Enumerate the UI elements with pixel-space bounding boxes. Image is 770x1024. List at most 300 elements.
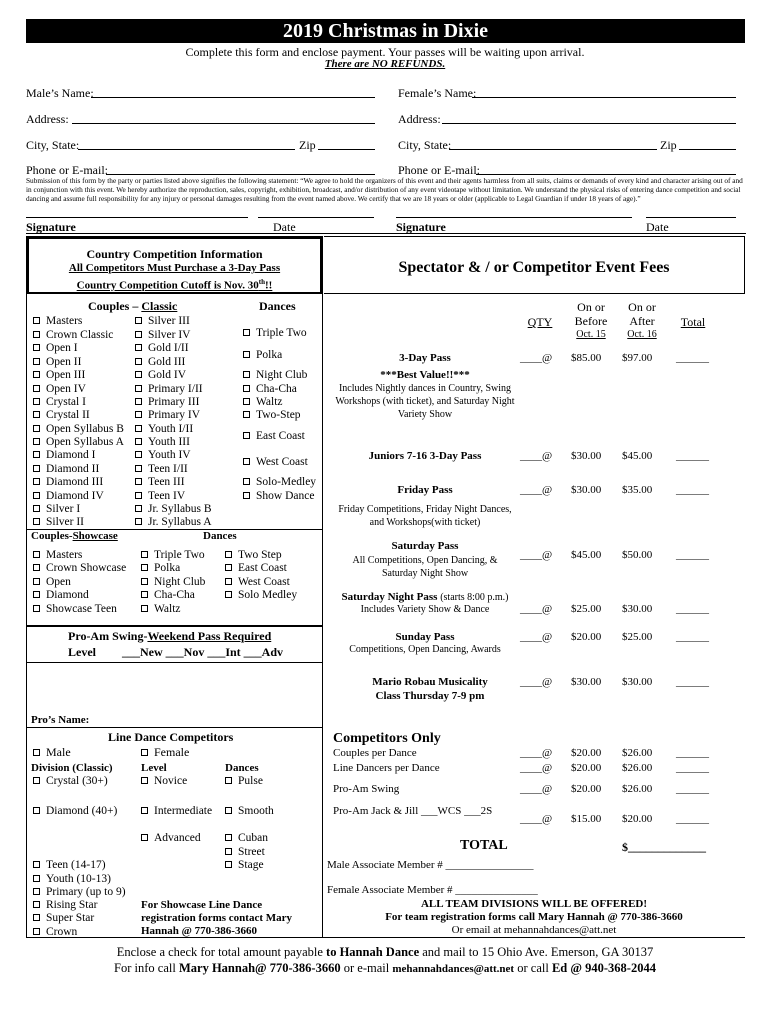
total-value-field[interactable]: $_____________ <box>622 840 706 854</box>
checkbox[interactable] <box>225 591 232 598</box>
fee-saturday-desc: All Competitions, Open Dancing, & Saturday Night Show <box>352 555 498 579</box>
checkbox[interactable] <box>243 411 250 418</box>
classic-division-option[interactable] <box>33 409 90 422</box>
male-date-field[interactable] <box>258 217 374 218</box>
comp-after-price: $26.00 <box>622 762 653 774</box>
checkbox[interactable] <box>141 578 148 585</box>
classic-dance-option[interactable] <box>243 476 316 489</box>
checkbox-label: Open Syllabus B <box>46 423 124 435</box>
checkbox[interactable] <box>33 518 40 525</box>
classic-division-option[interactable] <box>33 315 82 328</box>
checkbox[interactable] <box>33 888 40 895</box>
checkbox[interactable] <box>33 478 40 485</box>
fee-qty-field[interactable]: ____@ <box>520 484 553 496</box>
fee-juniors-name: Juniors 7-16 3-Day Pass <box>368 450 482 462</box>
proam-title: Pro-Am Swing-Weekend Pass Required <box>68 629 272 643</box>
checkbox[interactable] <box>141 564 148 571</box>
fee-total-field[interactable]: ______ <box>676 603 709 615</box>
classic-division-option[interactable] <box>33 490 104 503</box>
checkbox[interactable] <box>243 371 250 378</box>
male-phone-label: Phone or E-mail: <box>26 163 108 177</box>
checkbox-label: Cha-Cha <box>256 383 297 395</box>
classic-dance-option[interactable] <box>243 490 314 503</box>
checkbox[interactable] <box>33 505 40 512</box>
classic-division-option[interactable] <box>135 396 199 409</box>
fee-total-field[interactable]: ______ <box>676 676 709 688</box>
checkbox[interactable] <box>33 331 40 338</box>
male-date-label: Date <box>273 220 296 234</box>
checkbox-label: Primary III <box>148 396 200 408</box>
checkbox[interactable] <box>33 914 40 921</box>
classic-division-option[interactable] <box>135 436 190 449</box>
comp-qty-field[interactable]: ____@ <box>520 747 553 759</box>
line-dance-smooth[interactable]: Smooth <box>225 805 274 818</box>
showcase-division-option[interactable] <box>33 603 117 616</box>
showcase-dance-option[interactable] <box>225 576 290 589</box>
male-zip-field[interactable] <box>318 149 375 150</box>
checkbox[interactable] <box>33 385 40 392</box>
classic-division-option[interactable] <box>33 476 103 489</box>
couples-classic-dances-header: Dances <box>259 299 296 313</box>
classic-division-option[interactable] <box>135 383 203 396</box>
fee-mario-name: Mario Robau Musicality Class Thursday 7-9 pm <box>372 676 488 702</box>
checkbox[interactable] <box>243 492 250 499</box>
team-divisions-note: ALL TEAM DIVISIONS WILL BE OFFERED! <box>420 898 648 910</box>
competition-info-pass-note: All Competitors Must Purchase a 3-Day Pass <box>68 262 281 274</box>
checkbox[interactable] <box>33 411 40 418</box>
competition-info-title: Country Competition Information <box>86 247 263 261</box>
proam-level-label: Level <box>68 645 96 659</box>
classic-division-option[interactable] <box>33 369 85 382</box>
checkbox[interactable] <box>135 411 142 418</box>
fee-total-field[interactable]: ______ <box>676 352 709 364</box>
classic-division-option[interactable] <box>33 329 113 342</box>
showcase-division-option[interactable] <box>33 549 82 562</box>
classic-division-option[interactable] <box>135 409 200 422</box>
fee-total-field[interactable]: ______ <box>676 450 709 462</box>
male-phone-field[interactable] <box>106 174 375 175</box>
classic-dance-option[interactable] <box>243 409 301 422</box>
showcase-dance-option[interactable] <box>225 589 297 602</box>
classic-dance-option[interactable] <box>243 369 307 382</box>
checkbox[interactable] <box>33 749 40 756</box>
checkbox-label: Silver II <box>46 516 85 528</box>
checkbox[interactable] <box>225 777 232 784</box>
fee-total-field[interactable]: ______ <box>676 484 709 496</box>
line-dance-pulse[interactable]: Pulse <box>225 775 263 788</box>
classic-division-option[interactable] <box>33 449 96 462</box>
classic-division-option[interactable] <box>135 329 190 342</box>
checkbox[interactable] <box>225 807 232 814</box>
line-dance-cuban[interactable]: Cuban <box>225 832 268 845</box>
checkbox[interactable] <box>225 578 232 585</box>
checkbox[interactable] <box>135 344 142 351</box>
showcase-dance-option[interactable] <box>141 576 205 589</box>
checkbox-label: Crystal II <box>46 409 90 421</box>
checkbox[interactable] <box>135 465 142 472</box>
fee-after-price: $30.00 <box>622 603 653 615</box>
line-dance-male[interactable]: Male <box>33 746 71 759</box>
proam-divider <box>27 662 322 663</box>
female-address-field[interactable] <box>442 123 736 124</box>
classic-division-option[interactable] <box>33 383 86 396</box>
classic-dance-option[interactable] <box>243 327 307 340</box>
checkbox-label: Teen III <box>148 476 185 488</box>
checkbox[interactable] <box>135 358 142 365</box>
male-name-label: Male’s Name: <box>26 86 94 100</box>
waiver-text: Submission of this form by the party or parties listed above signifies the following statement: “We agree to hold the organizers of this event and their agents harmless from all suits, claims or demands of every kind and character arising out of and in conjunction with this event. We hereby authorize the reproduction, sales, copyright, exhibition, broadcast, and/or distribution of any event videotape without limitation. We understand the physical risks of entering dance competition and social dancing and assume full responsibility for any injury or personal damages resulting from the event named above. We certify that we are 18 years or older (applicable to Legal Guardian if under 18 years of age).” <box>26 176 743 203</box>
line-dance-stage[interactable]: Stage <box>225 859 264 872</box>
checkbox[interactable] <box>33 371 40 378</box>
comp-qty-field[interactable]: ____@ <box>520 813 553 825</box>
on-or-before-header: On or Before <box>574 300 608 328</box>
checkbox[interactable] <box>33 564 40 571</box>
proam-level-options[interactable]: ___New ___Nov ___Int ___Adv <box>122 645 284 659</box>
checkbox-label: Crown Showcase <box>46 562 127 574</box>
checkbox[interactable] <box>141 807 148 814</box>
line-dance-crystal[interactable]: Crystal (30+) <box>33 775 108 788</box>
classic-dance-option[interactable] <box>243 456 308 469</box>
female-date-field[interactable] <box>646 217 736 218</box>
classic-division-option[interactable] <box>135 490 185 503</box>
checkbox-label: Youth IV <box>148 449 191 461</box>
classic-dance-option[interactable] <box>243 349 282 362</box>
showcase-dance-option[interactable] <box>225 549 282 562</box>
fee-saturday-night-desc: Includes Variety Show & Dance <box>360 604 490 615</box>
male-zip-label: Zip <box>299 138 316 152</box>
fee-after-price: $45.00 <box>622 450 653 462</box>
checkbox[interactable] <box>141 591 148 598</box>
classic-division-option[interactable] <box>135 423 193 436</box>
checkbox[interactable] <box>33 861 40 868</box>
female-zip-field[interactable] <box>679 149 736 150</box>
fee-qty-field[interactable]: ____@ <box>520 631 553 643</box>
line-dance-youth-option[interactable] <box>33 859 106 872</box>
classic-division-option[interactable] <box>33 503 80 516</box>
fees-bottom-line <box>323 937 745 938</box>
checkbox-label: Solo-Medley <box>256 476 317 488</box>
checkbox-label: Rising Star <box>46 899 98 911</box>
comp-line-name: Line Dancers per Dance <box>333 762 440 774</box>
checkbox-label: Polka <box>154 562 181 574</box>
footer-line-2: For info call Mary Hannah@ 770-386-3660 or e-mail mehannahdances@att.net or call Ed @ 940-368-2044 <box>114 961 656 975</box>
comp-total-field[interactable]: ______ <box>676 762 709 774</box>
fee-friday-name: Friday Pass <box>397 484 453 496</box>
checkbox-label: Triple Two <box>256 327 307 339</box>
female-phone-field[interactable] <box>476 174 736 175</box>
line-dance-title: Line Dance Competitors <box>108 730 234 744</box>
female-associate-field[interactable]: Female Associate Member # _______________ <box>327 884 538 896</box>
showcase-division-option[interactable] <box>33 589 89 602</box>
comp-total-field[interactable]: ______ <box>676 783 709 795</box>
checkbox-label: Diamond II <box>46 463 100 475</box>
fee-qty-field[interactable]: ____@ <box>520 603 553 615</box>
checkbox[interactable] <box>225 834 232 841</box>
checkbox[interactable] <box>33 777 40 784</box>
female-city-field[interactable] <box>449 149 657 150</box>
female-name-field[interactable] <box>472 97 736 98</box>
checkbox[interactable] <box>33 901 40 908</box>
checkbox[interactable] <box>33 875 40 882</box>
checkbox-label: Youth (10-13) <box>46 873 111 885</box>
checkbox-label: Teen IV <box>148 490 186 502</box>
classic-division-option[interactable] <box>33 356 81 369</box>
competition-cutoff-note: Country Competition Cutoff is Nov. 30th!! <box>76 278 273 292</box>
checkbox[interactable] <box>33 398 40 405</box>
comp-after-price: $26.00 <box>622 783 653 795</box>
comp-total-field[interactable]: ______ <box>676 747 709 759</box>
checkbox[interactable] <box>135 331 142 338</box>
fee-3day-desc2: Includes Nightly dances in Country, Swing Workshops (with ticket), and Saturday Night Variety Show <box>335 383 515 420</box>
fee-after-price: $25.00 <box>622 631 653 643</box>
comp-after-price: $26.00 <box>622 747 653 759</box>
checkbox-label: Showcase Teen <box>46 603 117 615</box>
fee-qty-field[interactable]: ____@ <box>520 450 553 462</box>
checkbox[interactable] <box>33 465 40 472</box>
showcase-dance-option[interactable] <box>141 603 181 616</box>
showcase-division-option[interactable] <box>33 562 126 575</box>
checkbox[interactable] <box>243 329 250 336</box>
female-address-label: Address: <box>398 112 441 126</box>
showcase-dance-option[interactable] <box>141 549 205 562</box>
fee-before-price: $20.00 <box>571 631 602 643</box>
checkbox[interactable] <box>135 385 142 392</box>
checkbox[interactable] <box>225 861 232 868</box>
checkbox[interactable] <box>135 478 142 485</box>
showcase-division-option[interactable] <box>33 576 71 589</box>
line-dance-advanced[interactable]: Advanced <box>141 832 201 845</box>
checkbox[interactable] <box>135 371 142 378</box>
checkbox-label: Triple Two <box>154 549 205 561</box>
classic-division-option[interactable] <box>33 436 124 449</box>
checkbox[interactable] <box>243 385 250 392</box>
line-dance-novice[interactable]: Novice <box>141 775 187 788</box>
page-title: 2019 Christmas in Dixie <box>283 20 488 42</box>
comp-qty-field[interactable]: ____@ <box>520 762 553 774</box>
fee-before-price: $30.00 <box>571 484 602 496</box>
classic-dance-option[interactable] <box>243 430 305 443</box>
checkbox-label: Primary IV <box>148 409 201 421</box>
checkbox[interactable] <box>135 505 142 512</box>
fee-after-price: $50.00 <box>622 549 653 561</box>
checkbox[interactable] <box>33 492 40 499</box>
checkbox[interactable] <box>33 591 40 598</box>
line-dance-female[interactable]: Female <box>141 746 189 759</box>
couples-showcase-dances-header: Dances <box>203 530 237 542</box>
classic-division-option[interactable] <box>33 423 124 436</box>
classic-division-option[interactable] <box>33 342 78 355</box>
female-signature-label: Signature <box>396 220 446 234</box>
showcase-dance-option[interactable] <box>141 562 180 575</box>
checkbox[interactable] <box>141 777 148 784</box>
checkbox-label: Open III <box>46 369 86 381</box>
checkbox-label: Diamond <box>46 589 89 601</box>
checkbox[interactable] <box>141 551 148 558</box>
classic-division-option[interactable] <box>135 516 212 529</box>
checkbox-label: Cha-Cha <box>154 589 195 601</box>
classic-division-option[interactable] <box>135 503 212 516</box>
checkbox[interactable] <box>33 358 40 365</box>
fee-qty-field[interactable]: ____@ <box>520 549 553 561</box>
checkbox[interactable] <box>243 478 250 485</box>
checkbox-label: Teen (14-17) <box>46 859 106 871</box>
classic-division-option[interactable] <box>33 396 86 409</box>
checkbox[interactable] <box>225 564 232 571</box>
checkbox-label: Waltz <box>154 603 181 615</box>
classic-dance-option[interactable] <box>243 396 283 409</box>
checkbox-label: West Coast <box>256 456 308 468</box>
checkbox[interactable] <box>243 398 250 405</box>
classic-dance-option[interactable] <box>243 383 297 396</box>
no-refunds-notice: There are NO REFUNDS. <box>324 58 446 70</box>
checkbox[interactable] <box>33 605 40 612</box>
fee-before-price: $25.00 <box>571 603 602 615</box>
classic-division-option[interactable] <box>135 315 190 328</box>
showcase-proam-divider <box>27 625 322 627</box>
checkbox-label: Youth III <box>148 436 190 448</box>
checkbox-label: East Coast <box>238 562 287 574</box>
fee-saturday-name: Saturday Pass <box>391 540 459 552</box>
classic-division-option[interactable] <box>33 463 99 476</box>
page-subtitle: Complete this form and enclose payment. Your passes will be waiting upon arrival. <box>185 45 585 59</box>
checkbox[interactable] <box>135 518 142 525</box>
comp-couples-name: Couples per Dance <box>333 747 417 759</box>
checkbox-label: East Coast <box>256 430 305 442</box>
classic-division-option[interactable] <box>33 516 84 529</box>
checkbox[interactable] <box>141 834 148 841</box>
comp-qty-field[interactable]: ____@ <box>520 783 553 795</box>
checkbox[interactable] <box>33 551 40 558</box>
line-dance-level-header: Level <box>141 762 167 774</box>
checkbox-label: Waltz <box>256 396 283 408</box>
fee-total-field[interactable]: ______ <box>676 631 709 643</box>
fees-title: Spectator & / or Competitor Event Fees <box>398 259 670 276</box>
male-associate-field[interactable]: Male Associate Member # ________________ <box>327 859 534 871</box>
checkbox-label: Crystal I <box>46 396 86 408</box>
line-dance-street[interactable]: Street <box>225 846 265 859</box>
male-city-label: City, State: <box>26 138 80 152</box>
checkbox[interactable] <box>135 492 142 499</box>
checkbox[interactable] <box>33 344 40 351</box>
line-dance-division-header: Division (Classic) <box>31 762 113 774</box>
checkbox-label: Primary I/II <box>148 383 203 395</box>
couples-showcase-header: Couples-Showcase <box>31 530 118 542</box>
classic-division-option[interactable] <box>135 356 185 369</box>
checkbox-label: Diamond III <box>46 476 104 488</box>
checkbox[interactable] <box>141 605 148 612</box>
line-dance-diamond[interactable]: Diamond (40+) <box>33 805 117 818</box>
checkbox[interactable] <box>33 578 40 585</box>
pros-name-label: Pro’s Name: <box>31 714 90 726</box>
classic-division-option[interactable] <box>135 369 186 382</box>
fee-qty-field[interactable]: ____@ <box>520 352 553 364</box>
classic-division-option[interactable] <box>135 463 188 476</box>
showcase-dance-option[interactable] <box>141 589 195 602</box>
male-address-field[interactable] <box>72 123 375 124</box>
checkbox[interactable] <box>135 451 142 458</box>
fee-before-price: $30.00 <box>571 450 602 462</box>
classic-division-option[interactable] <box>135 342 189 355</box>
fee-sunday-name: Sunday Pass <box>395 631 455 643</box>
checkbox-label: Silver I <box>46 503 81 515</box>
checkbox[interactable] <box>243 458 250 465</box>
comp-before-price: $20.00 <box>571 762 602 774</box>
fee-friday-desc: Friday Competitions, Friday Night Dances, and Workshops(with ticket) <box>338 504 512 528</box>
checkbox-label: Youth I/II <box>148 423 194 435</box>
line-dance-youth-option[interactable] <box>33 912 94 925</box>
fee-total-field[interactable]: ______ <box>676 549 709 561</box>
female-signature-field[interactable] <box>396 217 632 218</box>
couples-classic-header: Couples – Classic <box>88 299 178 313</box>
checkbox-label: Night Club <box>154 576 206 588</box>
classic-division-option[interactable] <box>135 449 191 462</box>
fee-after-price: $35.00 <box>622 484 653 496</box>
male-name-field[interactable] <box>91 97 375 98</box>
checkbox-label: Diamond IV <box>46 490 104 502</box>
checkbox-label: Masters <box>46 549 83 561</box>
checkbox-label: Open <box>46 576 71 588</box>
line-dance-dances-header: Dances <box>225 762 259 774</box>
comp-jackjill-name[interactable]: Pro-Am Jack & Jill ___WCS ___2S <box>333 805 493 817</box>
checkbox-label: Two-Step <box>256 409 301 421</box>
checkbox[interactable] <box>243 432 250 439</box>
qty-header: QTY <box>527 315 553 329</box>
checkbox-label: Silver III <box>148 315 190 327</box>
checkbox-label: West Coast <box>238 576 290 588</box>
classic-division-option[interactable] <box>135 476 185 489</box>
checkbox-label: Solo Medley <box>238 589 298 601</box>
checkbox[interactable] <box>33 807 40 814</box>
checkbox-label: Show Dance <box>256 490 315 502</box>
checkbox[interactable] <box>225 551 232 558</box>
checkbox-label: Gold III <box>148 356 186 368</box>
checkbox[interactable] <box>225 848 232 855</box>
checkbox[interactable] <box>33 425 40 432</box>
after-date: Oct. 16 <box>627 329 657 340</box>
checkbox[interactable] <box>135 317 142 324</box>
checkbox[interactable] <box>33 451 40 458</box>
line-dance-youth-option[interactable] <box>33 873 111 886</box>
checkbox[interactable] <box>33 317 40 324</box>
comp-proam-swing-name: Pro-Am Swing <box>333 783 400 795</box>
checkbox-label: Masters <box>46 315 83 327</box>
line-dance-youth-option[interactable] <box>33 926 77 939</box>
male-signature-field[interactable] <box>26 217 248 218</box>
checkbox[interactable] <box>33 928 40 935</box>
fee-qty-field[interactable]: ____@ <box>520 676 553 688</box>
female-city-label: City, State: <box>398 138 452 152</box>
checkbox[interactable] <box>135 438 142 445</box>
checkbox-label: Open II <box>46 356 82 368</box>
checkbox[interactable] <box>135 425 142 432</box>
footer-line-1: Enclose a check for total amount payable to Hannah Dance and mail to 15 Ohio Ave. Emerson, GA 30137 <box>116 945 654 959</box>
checkbox[interactable] <box>141 749 148 756</box>
line-dance-intermediate[interactable]: Intermediate <box>141 805 212 818</box>
checkbox[interactable] <box>135 398 142 405</box>
showcase-dance-option[interactable] <box>225 562 287 575</box>
checkbox[interactable] <box>243 351 250 358</box>
checkbox[interactable] <box>33 438 40 445</box>
comp-after-price: $20.00 <box>622 813 653 825</box>
line-dance-showcase-note: For Showcase Line Dance registration forms contact Mary Hannah @ 770-386-3660 <box>141 899 292 937</box>
female-phone-label: Phone or E-mail: <box>398 163 480 177</box>
comp-total-field[interactable]: ______ <box>676 813 709 825</box>
line-dance-youth-option[interactable] <box>33 886 126 899</box>
male-city-field[interactable] <box>78 149 295 150</box>
line-dance-youth-option[interactable] <box>33 899 97 912</box>
on-or-after-header: On or After <box>628 300 656 328</box>
checkbox-label: Crown Classic <box>46 329 114 341</box>
